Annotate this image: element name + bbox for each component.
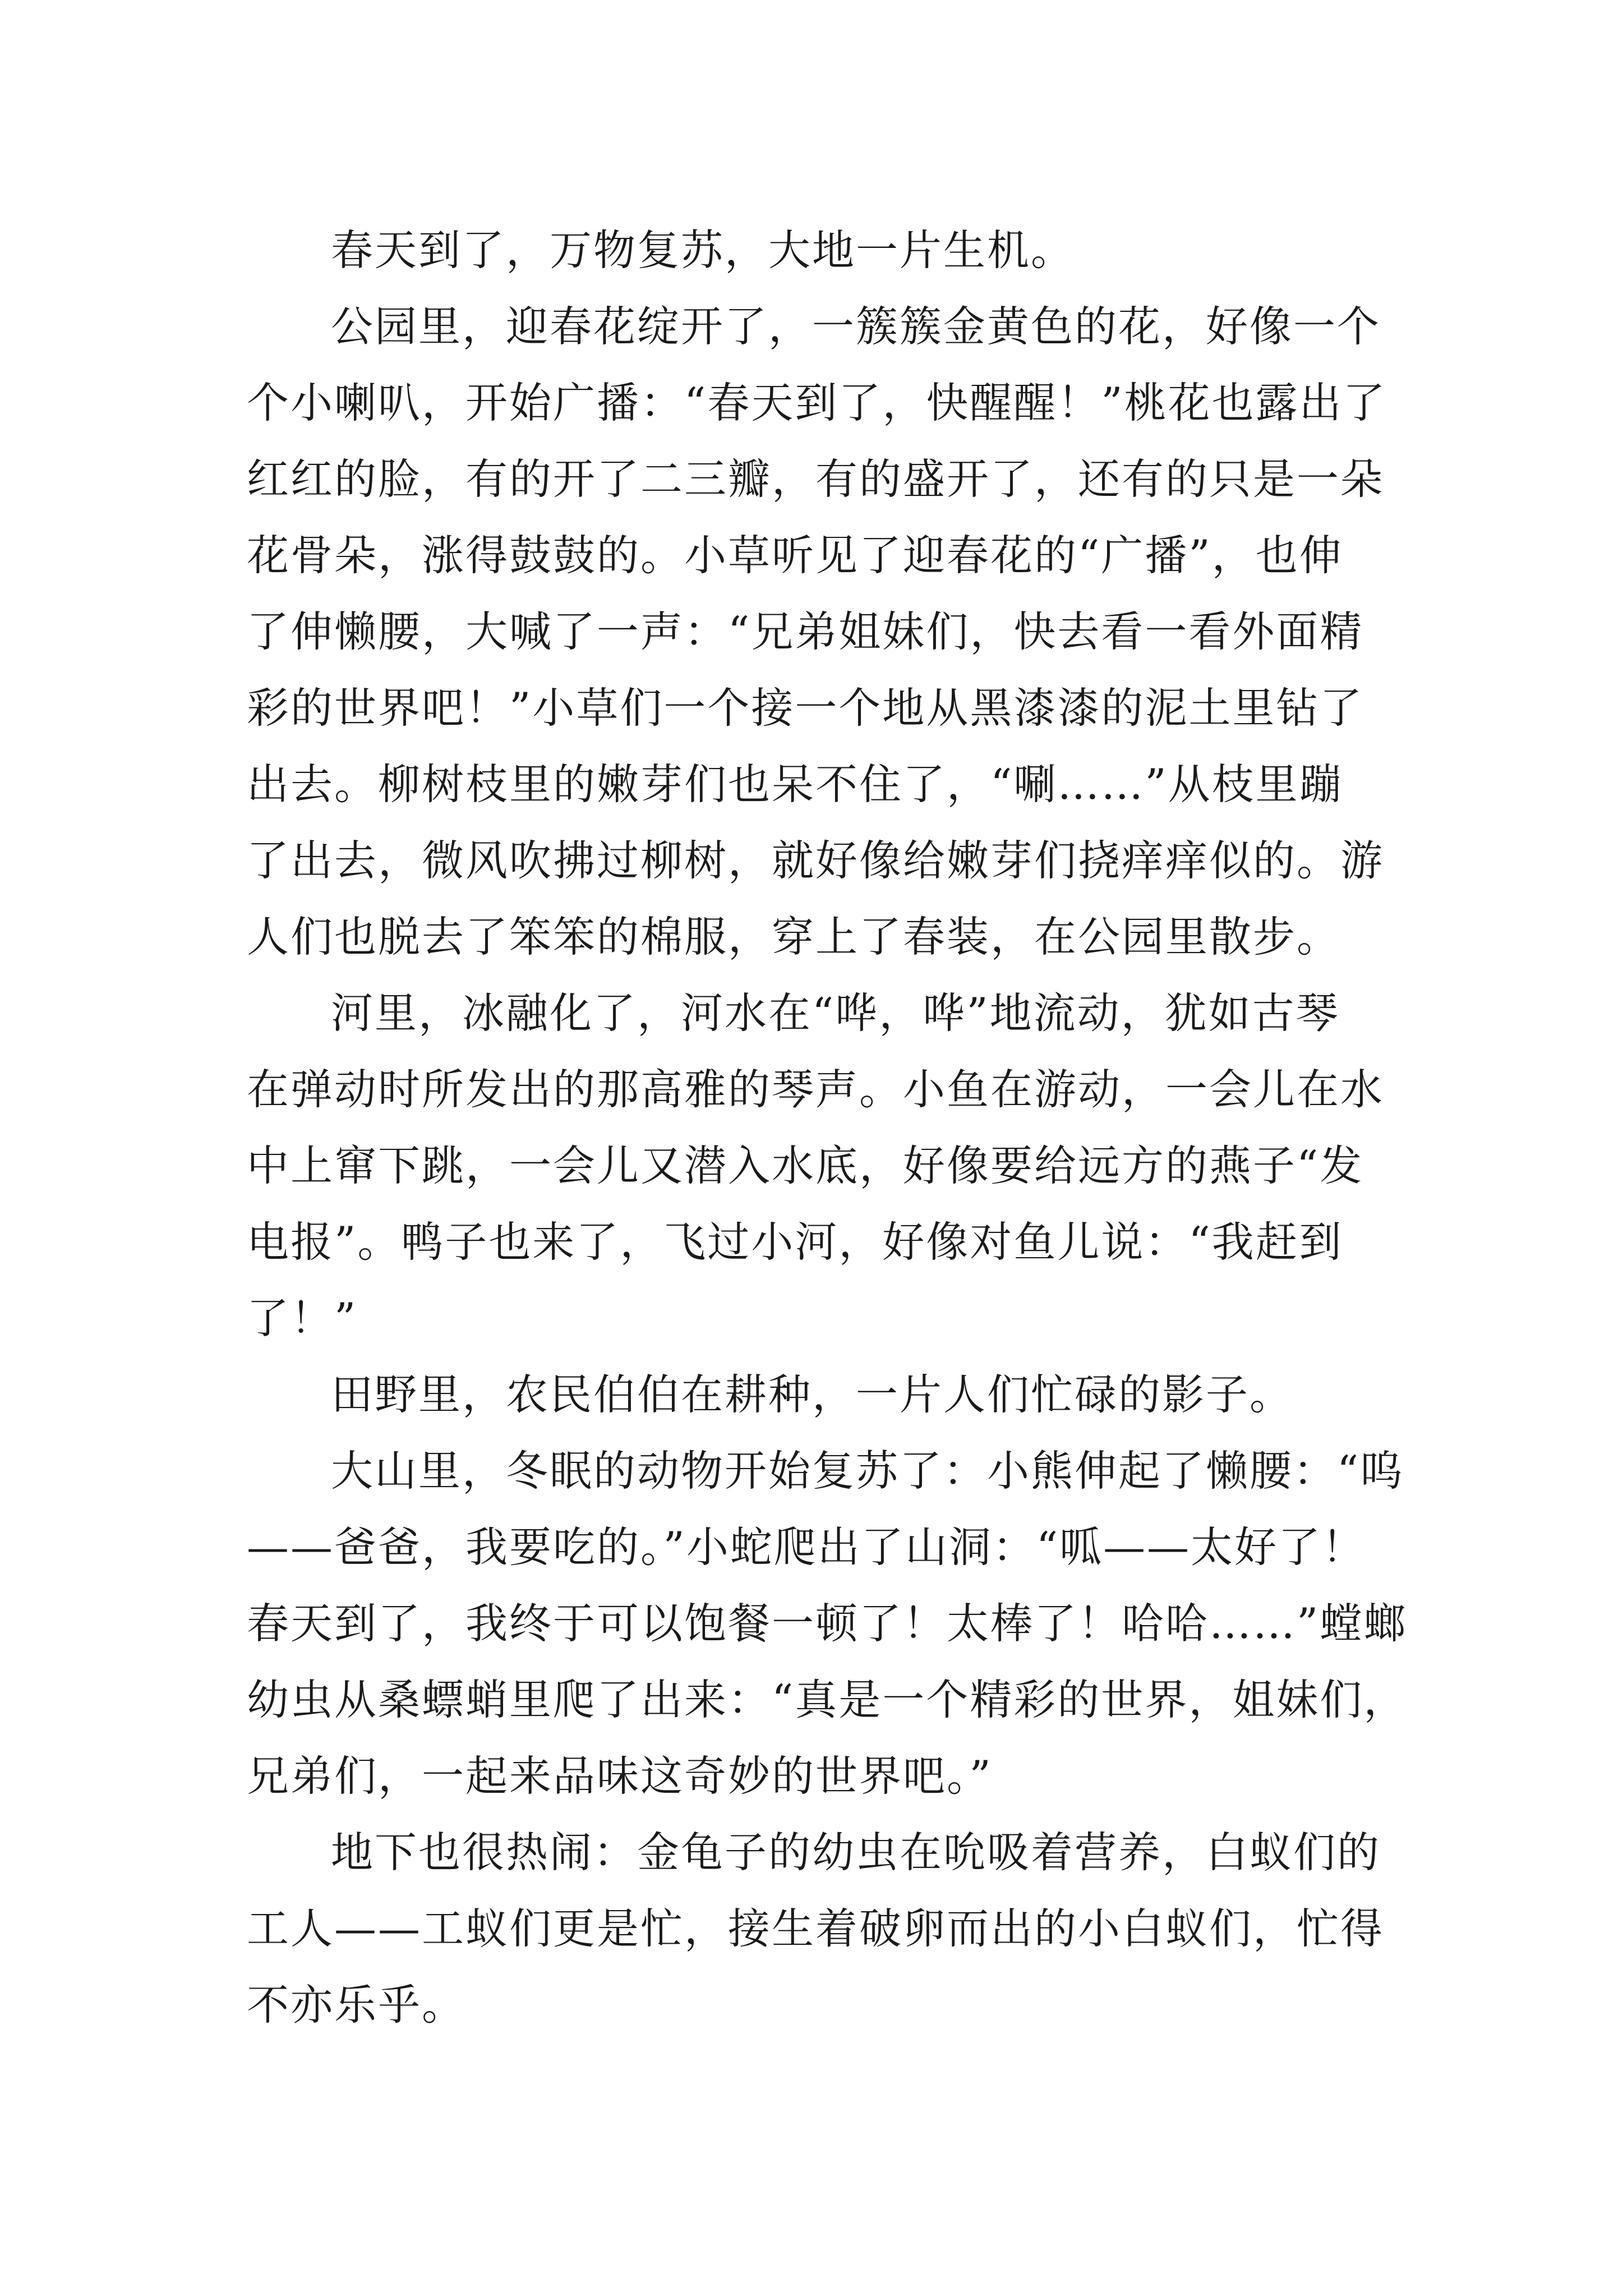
text-line: ——爸爸，我要吃的。”小蛇爬出了山洞：“呱——太好了！ (247, 1522, 1366, 1572)
paragraph-1 (247, 212, 1391, 288)
text-line: 兄弟们，一起来品味这奇妙的世界吧。” (247, 1751, 993, 1801)
text-line: 红红的脸，有的开了二三瓣，有的盛开了，还有的只是一朵 (247, 454, 1385, 504)
paragraph-6 (247, 1814, 1391, 2043)
text-line: 个小喇叭，开始广播：“春天到了，快醒醒！”桃花也露出了 (247, 378, 1387, 427)
text-line: 花骨朵，涨得鼓鼓的。小草听见了迎春花的“广播”，也伸 (247, 531, 1343, 580)
text-line: 田野里，农民伯伯在耕种，一片人们忙碌的影子。 (331, 1370, 1294, 1419)
text-line: 中上窜下跳，一会儿又潜入水底，好像要给远方的燕子“发 (247, 1141, 1364, 1190)
text-line: 在弹动时所发出的那高雅的琴声。小鱼在游动，一会儿在水 (247, 1065, 1385, 1114)
text-line: 了出去，微风吹拂过柳树，就好像给嫩芽们挠痒痒似的。游 (247, 836, 1385, 885)
text-line: 电报”。鸭子也来了，飞过小河，好像对鱼儿说：“我赶到 (247, 1217, 1343, 1267)
paragraph-2 (247, 288, 1391, 975)
text-line: 春天到了，我终于可以饱餐一顿了！太棒了！哈哈……”螳螂 (247, 1599, 1408, 1648)
text-line: 了伸懒腰，大喊了一声：“兄弟姐妹们，快去看一看外面精 (247, 607, 1364, 656)
paragraph-3 (247, 975, 1391, 1356)
text-line: 春天到了，万物复苏，大地一片生机。 (331, 226, 1075, 275)
text-line: 了！” (247, 1294, 358, 1343)
text-line: 地下也很热闹：金龟子的幼虫在吮吸着营养，白蚁们的 (331, 1828, 1381, 1877)
text-line: 工人——工蚁们更是忙，接生着破卵而出的小白蚁们，忙得 (247, 1904, 1385, 1953)
text-line: 人们也脱去了笨笨的棉服，穿上了春装，在公园里散步。 (247, 912, 1341, 961)
text-line: 彩的世界吧！”小草们一个接一个地从黑漆漆的泥土里钻了 (247, 683, 1364, 733)
text-line: 河里，冰融化了，河水在“哗，哗”地流动，犹如古琴 (331, 988, 1340, 1038)
text-line: 大山里，冬眠的动物开始复苏了：小熊伸起了懒腰：“呜 (331, 1446, 1404, 1496)
text-line: 公园里，迎春花绽开了，一簇簇金黄色的花，好像一个 (331, 302, 1381, 351)
text-line: 不亦乐乎。 (247, 1980, 466, 2030)
text-line: 出去。柳树枝里的嫩芽们也呆不住了，“唰……”从枝里蹦 (247, 760, 1343, 809)
article-body (247, 212, 1408, 2043)
paragraph-5 (247, 1433, 1408, 1814)
text-line: 幼虫从桑螵蛸里爬了出来：“真是一个精彩的世界，姐妹们， (247, 1675, 1408, 1724)
paragraph-4 (247, 1356, 1391, 1433)
